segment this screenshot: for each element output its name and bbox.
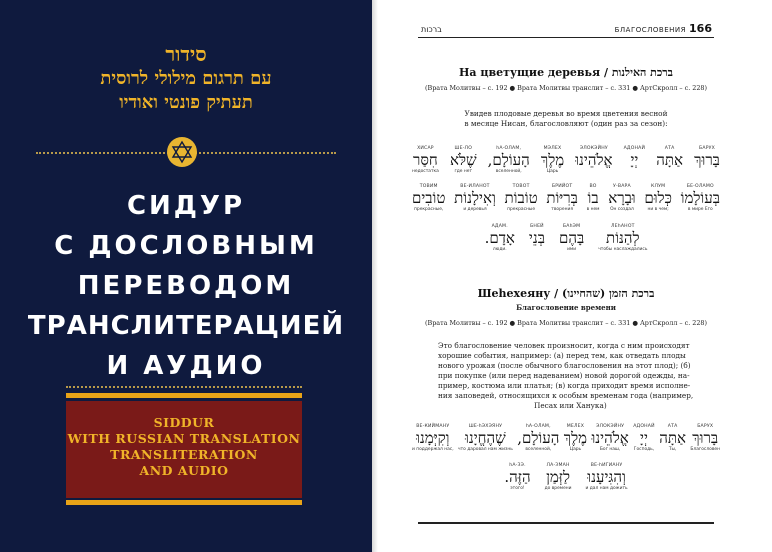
translation-gloss: Благословен <box>690 447 720 452</box>
star-of-david-icon <box>167 137 197 167</box>
prayer-word <box>450 146 477 174</box>
transliteration: ЛЕhАНОТ <box>610 224 635 229</box>
prayer-word <box>488 146 530 174</box>
hebrew-word: וְאִילָנוֹת <box>454 189 496 207</box>
hebrew-word: יְיָ <box>630 151 639 169</box>
prayer-word <box>564 424 587 452</box>
section2-body-line: ния заповедей, относящихся к особым временам года (например, <box>438 391 694 400</box>
translation-gloss: Господь, <box>633 447 655 452</box>
section2-refs: (Врата Молитвы – с. 192 ● Врата Молитвы транслит – с. 331 ● АртСкролл – с. 228) <box>425 319 707 327</box>
transliteration: АТА <box>667 424 678 429</box>
prayer-word <box>529 224 545 252</box>
section1-row-2 <box>412 184 720 212</box>
hebrew-word: טוֹבוֹת <box>504 189 538 207</box>
prayer-word <box>694 146 720 174</box>
cover-english-box <box>66 401 302 498</box>
transliteration: БРИЙОТ <box>551 184 573 189</box>
translation-gloss: где нет <box>454 169 473 174</box>
transliteration: ШЕ-ЛО <box>454 146 473 151</box>
section2-body-line: Песах или Ханука) <box>534 401 607 410</box>
cover-english-line-1: SIDDUR <box>153 415 215 430</box>
translation-gloss: этого! <box>510 486 525 491</box>
footer-rule <box>418 522 714 524</box>
prayer-word <box>505 184 538 212</box>
transliteration: hА-ОЛАМ, <box>496 146 522 151</box>
translation-gloss: в нем <box>586 207 600 212</box>
cover-russian-line-5: И АУДИО <box>106 351 266 381</box>
hebrew-word: שֶׁהֶחֱיָנוּ <box>465 429 506 447</box>
transliteration: ЭЛОКЭЙНУ <box>596 424 625 429</box>
prayer-word <box>559 224 584 252</box>
transliteration: ТОВОТ <box>512 184 530 189</box>
section1-intro <box>418 109 714 129</box>
hebrew-word: הָעוֹלָם, <box>487 151 530 169</box>
transliteration: БАhЭМ <box>562 224 581 229</box>
book-cover <box>0 0 372 552</box>
prayer-word <box>633 424 655 452</box>
section2-row-1 <box>412 424 720 452</box>
transliteration: КЛУМ <box>650 184 666 189</box>
prayer-word <box>644 184 672 212</box>
hebrew-word: אַתָּה <box>656 151 684 169</box>
transliteration: hА-ОЛАМ, <box>525 424 551 429</box>
page-header <box>378 22 772 38</box>
hebrew-word: אֱלֹהֵינוּ <box>575 151 613 169</box>
hebrew-word: בוֹ <box>587 189 599 207</box>
translation-gloss: недостатка <box>412 169 439 174</box>
translation-gloss: творения <box>551 207 573 212</box>
prayer-word <box>485 224 515 252</box>
transliteration: БАРУХ <box>697 424 714 429</box>
prayer-word <box>454 184 496 212</box>
transliteration: ТОВИМ <box>419 184 438 189</box>
section2-body-line: пример, костюма или платья; (в) когда приходит время исполне- <box>438 381 691 390</box>
prayer-word <box>504 463 530 491</box>
section1-row-3 <box>412 224 720 252</box>
translation-gloss: вселенной, <box>525 447 552 452</box>
section1-refs: (Врата Молитвы – с. 192 ● Врата Молитвы транслит – с. 331 ● АртСкролл – с. 228) <box>425 84 707 92</box>
section2-title: Шеhехеяну / ברכת הזמן (שהחיינו) <box>477 287 655 300</box>
transliteration: МЭЛЕХ <box>543 146 562 151</box>
prayer-word <box>659 424 686 452</box>
prayer-word <box>541 146 564 174</box>
prayer-word <box>546 184 578 212</box>
translation-gloss: и деревья <box>463 207 487 212</box>
translation-gloss: что даровал нам жизнь <box>458 447 513 452</box>
hebrew-word: חִסַּר <box>413 151 438 169</box>
translation-gloss: ими <box>567 247 577 252</box>
translation-gloss: Царь <box>546 169 559 174</box>
transliteration: ШЕ-hЭХЭЯНУ <box>468 424 503 429</box>
page-number: 166 <box>689 22 712 35</box>
cover-english-line-2: WITH RUSSIAN TRANSLATION <box>67 431 301 446</box>
prayer-word <box>690 424 720 452</box>
transliteration: БЕ-ОЛАМО <box>686 184 714 189</box>
section2-body-line: при покупке (или перед надеванием) новой дорогой одежды, на- <box>438 371 690 380</box>
transliteration: У-ВАРА <box>612 184 631 189</box>
hebrew-word: שֶׁלֹּא <box>449 151 477 169</box>
prayer-word <box>598 224 647 252</box>
translation-gloss: Он создал <box>610 207 634 212</box>
cover-gold-stripe-bottom <box>66 500 302 505</box>
transliteration: ВО <box>589 184 597 189</box>
section2-body-line: нового урожая (после обычного благословения на этот плод); (б) <box>438 361 691 370</box>
transliteration: ЭЛОКЭЙНУ <box>579 146 608 151</box>
transliteration: БАРУХ <box>699 146 716 151</box>
translation-gloss: Царь <box>569 447 582 452</box>
prayer-word <box>656 146 683 174</box>
hebrew-word: בְּרִיּוֹת <box>546 189 578 207</box>
hebrew-word: לְהַנּוֹת <box>606 229 640 247</box>
prayer-word <box>412 424 454 452</box>
section2-subtitle: Благословение времени <box>516 303 616 312</box>
prayer-word <box>591 424 628 452</box>
translation-gloss: чтобы наслаждались <box>598 247 648 252</box>
hebrew-word: בְּעוֹלָמוֹ <box>680 189 720 207</box>
cover-english-line-4: AND AUDIO <box>139 463 229 478</box>
prayer-word <box>517 424 559 452</box>
translation-gloss: в мире Его <box>687 207 713 212</box>
section1-intro-line-1: Увидев плодовые деревья во время цветения весной <box>464 109 668 118</box>
cover-russian-line-1: СИДУР <box>126 191 246 221</box>
header-hebrew: ברכות <box>421 25 442 34</box>
section1-title: На цветущие деревья / ברכת האילנות <box>459 66 673 79</box>
translation-gloss: ни в чем; <box>647 207 669 212</box>
transliteration: МЕЛЕХ <box>566 424 585 429</box>
transliteration: АДОНАЙ <box>633 424 655 429</box>
cover-hebrew-line-1: סידור <box>165 42 207 66</box>
hebrew-word: הָעוֹלָם, <box>517 429 560 447</box>
prayer-word <box>608 184 635 212</box>
hebrew-word: וּבָרָא <box>608 189 636 207</box>
prayer-word <box>412 146 439 174</box>
hebrew-word: אָדָם. <box>484 229 515 247</box>
section2-body-line: хорошие события, например: (а) перед тем, как отведать плоды <box>438 351 686 360</box>
translation-gloss: Ты, <box>668 447 677 452</box>
translation-gloss: люди. <box>492 247 507 252</box>
transliteration: ВЕ-КИЙМАНУ <box>416 424 450 429</box>
hebrew-word: לַזְּמַן <box>546 468 570 486</box>
translation-gloss: и дал нам дожить <box>585 486 628 491</box>
transliteration: hА-ЗЭ. <box>509 463 526 468</box>
translation-gloss: до времени <box>544 486 572 491</box>
hebrew-word: כְּלוּם <box>644 189 672 207</box>
prayer-word <box>545 463 572 491</box>
hebrew-word: הַזֶּה. <box>504 468 531 486</box>
header-section: БЛАГОСЛОВЕНИЯ <box>614 26 686 34</box>
cover-hebrew-line-2: עם תרגום מילולי לרוסית <box>100 68 272 89</box>
transliteration: АТА <box>664 146 675 151</box>
prayer-word <box>587 184 600 212</box>
translation-gloss: прекрасные, <box>414 207 444 212</box>
section2-body-line: Это благословение человек произносит, когда с ним происходят <box>438 341 690 350</box>
header-rule <box>418 37 714 38</box>
prayer-word <box>458 424 513 452</box>
translation-gloss: прекрасные <box>507 207 536 212</box>
hebrew-word: אֱלֹהֵינוּ <box>591 429 629 447</box>
section2-body <box>438 341 714 411</box>
hebrew-word: בָּרוּךְ <box>694 151 720 169</box>
transliteration: БНЕЙ <box>530 224 544 229</box>
hebrew-word: מֶלֶךְ <box>540 151 565 169</box>
cover-hebrew-line-3: תעתיק פונטי ואודיו <box>119 92 253 113</box>
prayer-word <box>681 184 720 212</box>
prayer-word <box>586 463 628 491</box>
hebrew-word: וְהִגִּיעָנוּ <box>587 468 626 486</box>
hebrew-word: בָּרוּךְ <box>692 429 719 447</box>
cover-russian-line-4: ТРАНСЛИТЕРАЦИЕЙ <box>27 311 345 341</box>
translation-gloss: и поддержал нас, <box>412 447 454 452</box>
section2-row-2 <box>412 463 720 491</box>
cover-gold-stripe-top <box>66 393 302 398</box>
cover-russian-title <box>0 186 372 386</box>
prayer-word <box>575 146 612 174</box>
transliteration: ХИСАР <box>417 146 434 151</box>
transliteration: ЛА-ЗМАН <box>546 463 570 468</box>
transliteration: АДАМ. <box>491 224 508 229</box>
translation-gloss: вселенной, <box>495 169 522 174</box>
hebrew-word: בְּנֵי <box>528 229 545 247</box>
section1-row-1 <box>412 146 720 174</box>
hebrew-word: וְקִיְּמָנוּ <box>416 429 450 447</box>
hebrew-word: מֶלֶךְ <box>563 429 588 447</box>
section1-intro-line-2: в месяце Нисан, благословляют (один раз за сезон): <box>464 119 668 128</box>
transliteration: ВЕ-hИГИАНУ <box>590 463 623 468</box>
transliteration: ВЕ-ИЛАНОТ <box>460 184 490 189</box>
prayer-word <box>624 146 646 174</box>
cover-russian-line-2: С ДОСЛОВНЫМ <box>54 231 318 261</box>
cover-russian-line-3: ПЕРЕВОДОМ <box>77 271 295 301</box>
cover-dotted-divider-bottom <box>66 386 302 388</box>
translation-gloss: Бог наш, <box>599 447 621 452</box>
book-page <box>378 0 772 552</box>
cover-english-line-3: TRANSLITERATION <box>110 447 258 462</box>
hebrew-word: בָּהֶם <box>558 229 585 247</box>
transliteration: АДОНАЙ <box>623 146 646 151</box>
hebrew-word: אַתָּה <box>659 429 686 447</box>
hebrew-word: טוֹבִים <box>412 189 446 207</box>
hebrew-word: יְיָ <box>640 429 648 447</box>
prayer-word <box>412 184 445 212</box>
